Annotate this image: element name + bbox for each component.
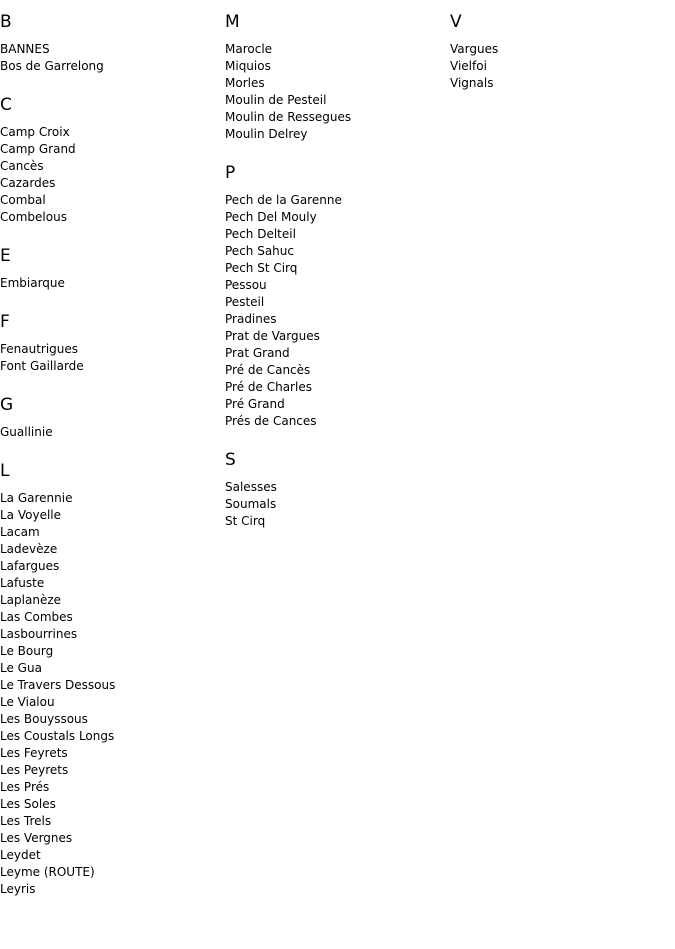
place-name-list <box>0 41 220 75</box>
place-name: Les Trels <box>0 814 52 828</box>
place-name: La Garennie <box>0 491 73 505</box>
place-name: Pradines <box>225 312 277 326</box>
place-name: Pech St Cirq <box>225 261 298 275</box>
letter-heading: M <box>225 12 240 32</box>
place-name: Marocle <box>225 42 273 56</box>
letter-group-e <box>0 245 220 292</box>
place-name: Prat Grand <box>225 346 290 360</box>
letter-heading: B <box>0 12 12 32</box>
place-name: La Voyelle <box>0 508 62 522</box>
place-name: Laplanèze <box>0 593 62 607</box>
place-name: Pré de Cancès <box>225 363 311 377</box>
place-name: Cazardes <box>0 176 56 190</box>
place-name-list <box>0 490 220 898</box>
place-name: Les Soles <box>0 797 56 811</box>
place-name: Moulin de Pesteil <box>225 93 327 107</box>
place-name: Les Bouyssous <box>0 712 88 726</box>
place-name-list <box>225 479 445 530</box>
letter-group-v <box>450 11 670 92</box>
letter-group-m <box>225 11 445 143</box>
letter-heading: L <box>0 461 10 481</box>
place-name: Leyme (ROUTE) <box>0 865 95 879</box>
place-name: Pré Grand <box>225 397 285 411</box>
place-name: Moulin de Ressegues <box>225 110 352 124</box>
place-name: Lafargues <box>0 559 60 573</box>
letter-group-s <box>225 449 445 530</box>
place-name: Pessou <box>225 278 267 292</box>
place-name: Camp Croix <box>0 125 70 139</box>
place-name: Les Vergnes <box>0 831 73 845</box>
place-name-list <box>0 124 220 226</box>
letter-group-p <box>225 162 445 430</box>
place-name: Soumals <box>225 497 277 511</box>
place-name-list <box>450 41 670 92</box>
place-name: Lafuste <box>0 576 45 590</box>
place-name-list <box>225 41 445 143</box>
place-name: Le Travers Dessous <box>0 678 116 692</box>
place-name: Les Prés <box>0 780 50 794</box>
place-name: Combelous <box>0 210 67 224</box>
place-name: Vargues <box>450 42 499 56</box>
letter-heading: S <box>225 450 236 470</box>
place-name: Ladevèze <box>0 542 58 556</box>
letter-group-g <box>0 394 220 441</box>
letter-group-c <box>0 94 220 226</box>
place-name: Morles <box>225 76 265 90</box>
place-name: Pech Delteil <box>225 227 296 241</box>
place-name: Cancès <box>0 159 44 173</box>
place-name: Leydet <box>0 848 41 862</box>
letter-group-l <box>0 460 220 898</box>
place-name: Vignals <box>450 76 494 90</box>
place-name: Les Coustals Longs <box>0 729 115 743</box>
place-name: Salesses <box>225 480 277 494</box>
place-name: Las Combes <box>0 610 73 624</box>
letter-heading: C <box>0 95 12 115</box>
index-column-1 <box>0 0 220 898</box>
place-name: Camp Grand <box>0 142 76 156</box>
place-name: Vielfoi <box>450 59 487 73</box>
place-name: Le Vialou <box>0 695 55 709</box>
place-name: Moulin Delrey <box>225 127 308 141</box>
letter-heading: V <box>450 12 462 32</box>
letter-heading: E <box>0 246 11 266</box>
place-name: Le Bourg <box>0 644 54 658</box>
place-name: Les Peyrets <box>0 763 69 777</box>
place-name-list <box>0 275 220 292</box>
place-name: Pech Del Mouly <box>225 210 317 224</box>
place-name-list <box>0 424 220 441</box>
place-name-list <box>225 192 445 430</box>
letter-group-b <box>0 11 220 75</box>
place-name: Pech Sahuc <box>225 244 294 258</box>
index-column-2 <box>225 0 445 530</box>
place-name: Pech de la Garenne <box>225 193 342 207</box>
place-name: Embiarque <box>0 276 65 290</box>
place-name: St Cirq <box>225 514 266 528</box>
place-name: Prat de Vargues <box>225 329 320 343</box>
place-name: Combal <box>0 193 46 207</box>
place-name: BANNES <box>0 42 50 56</box>
place-name: Lasbourrines <box>0 627 78 641</box>
place-name: Font Gaillarde <box>0 359 84 373</box>
index-column-3 <box>450 0 670 92</box>
place-name: Le Gua <box>0 661 42 675</box>
place-name: Fenautrigues <box>0 342 79 356</box>
place-name: Lacam <box>0 525 40 539</box>
place-name-list <box>0 341 220 375</box>
place-name: Pesteil <box>225 295 265 309</box>
place-name: Pré de Charles <box>225 380 312 394</box>
place-name: Les Feyrets <box>0 746 68 760</box>
letter-heading: G <box>0 395 14 415</box>
letter-heading: F <box>0 312 10 332</box>
place-name: Bos de Garrelong <box>0 59 104 73</box>
place-name: Prés de Cances <box>225 414 317 428</box>
place-name: Guallinie <box>0 425 53 439</box>
letter-group-f <box>0 311 220 375</box>
place-name: Miquios <box>225 59 271 73</box>
letter-heading: P <box>225 163 236 183</box>
place-name: Leyris <box>0 882 36 896</box>
